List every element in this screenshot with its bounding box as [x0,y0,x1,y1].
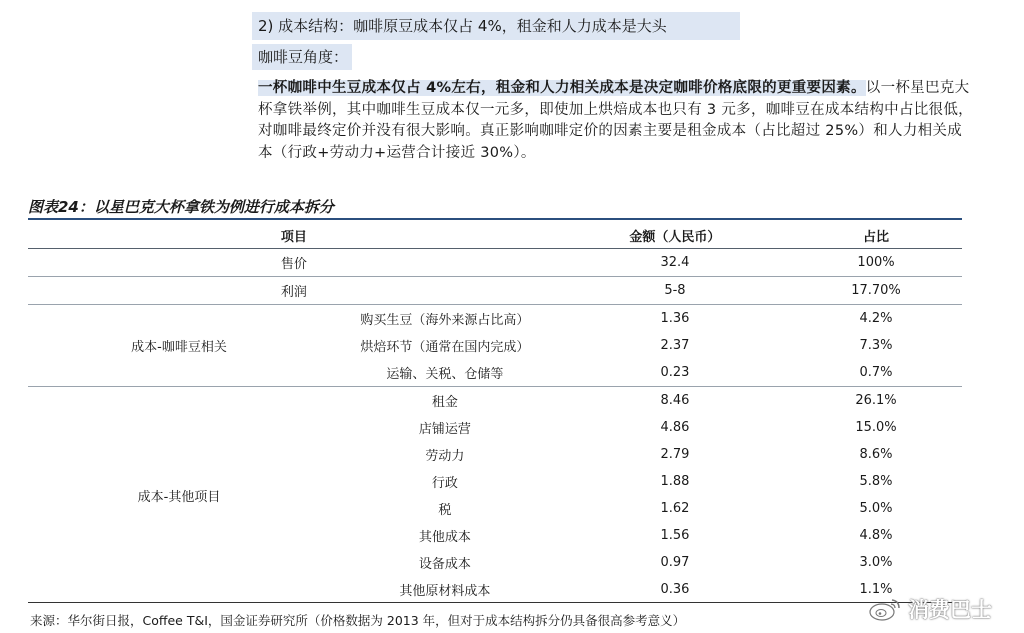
row-amount: 32.4 [660,255,690,270]
row-share: 5.8% [859,474,893,489]
row-item: 店铺运营 [418,422,471,437]
row-item: 售价 [280,257,307,272]
row-share: 8.6% [859,447,893,462]
weibo-icon [868,596,902,622]
source-footnote: 来源：华尔街日报，Coffee T&I，国金证券研究所（价格数据为 2013 年，但对于成本结构拆分仍具备很高参考意义） [30,613,686,628]
row-share: 5.0% [859,501,893,516]
row-amount: 2.37 [660,338,690,353]
row-share: 17.70% [790,277,962,305]
row-amount: 5-8 [560,277,790,305]
sub-heading: 咖啡豆角度： [252,44,352,70]
row-group-label: 成本-咖啡豆相关 [28,305,330,387]
watermark-text: 消费巴士 [908,598,992,622]
row-amount: 1.88 [660,474,690,489]
table-row [28,305,962,333]
row-amount: 4.86 [660,420,690,435]
row-item: 运输、关税、仓储等 [386,367,504,382]
row-item: 设备成本 [418,557,471,572]
row-amount: 0.23 [660,365,690,380]
row-item: 税 [438,503,452,518]
row-share: 3.0% [859,555,893,570]
row-share: 4.2% [790,305,962,333]
header-item: 项目 [28,222,560,249]
row-item: 利润 [28,277,560,305]
row-share: 0.7% [859,365,893,380]
row-share: 100% [857,255,895,270]
watermark [868,592,1018,626]
paragraph-bold-lead: 一杯咖啡中生豆成本仅占 4%左右，租金和人力相关成本是决定咖啡价格底限的更重要因素。 [258,80,866,96]
table-row [28,277,962,305]
cost-breakdown-table [28,222,962,603]
row-amount: 1.36 [560,305,790,333]
figure-title-rule [28,218,962,220]
table-bottom-rule [28,602,962,603]
header-share: 占比 [790,222,962,249]
row-amount: 0.97 [660,555,690,570]
row-amount: 8.46 [560,387,790,415]
row-share: 1.1% [859,582,893,597]
row-share: 4.8% [859,528,893,543]
table-header-row [28,222,962,249]
row-item: 劳动力 [425,449,465,464]
row-item: 烘焙环节（通常在国内完成） [360,340,530,355]
row-amount: 2.79 [660,447,690,462]
row-share: 15.0% [855,420,897,435]
row-item: 其他原材料成本 [399,584,491,599]
row-amount: 1.56 [660,528,690,543]
table-row [28,387,962,415]
body-paragraph [258,78,974,164]
row-group-label: 成本-其他项目 [28,387,330,604]
row-share: 7.3% [859,338,893,353]
row-item: 其他成本 [418,530,471,545]
table-row [28,249,962,277]
row-item: 行政 [431,476,458,491]
row-item: 购买生豆（海外来源占比高） [330,305,560,333]
section-heading: 2) 成本结构：咖啡原豆成本仅占 4%，租金和人力成本是大头 [252,12,740,40]
row-share: 26.1% [790,387,962,415]
row-item: 租金 [330,387,560,415]
header-amount: 金额（人民币） [560,222,790,249]
row-amount: 0.36 [660,582,690,597]
row-amount: 1.62 [660,501,690,516]
paragraph-text: 以一杯星巴克大杯拿铁举例，其中咖啡生豆成本仅一元多，即使加上烘焙成本也只有 3 元多，咖啡豆在成本结构中占比很低，对咖啡最终定价并没有很大影响。真正影响咖啡定价的因素主要是租金成本（占比超过 25%）和人力相关成本（行政+劳动力+运营合计接近 30%）。 [258,80,973,161]
figure-title: 图表24：以星巴克大杯拿铁为例进行成本拆分 [28,198,334,216]
